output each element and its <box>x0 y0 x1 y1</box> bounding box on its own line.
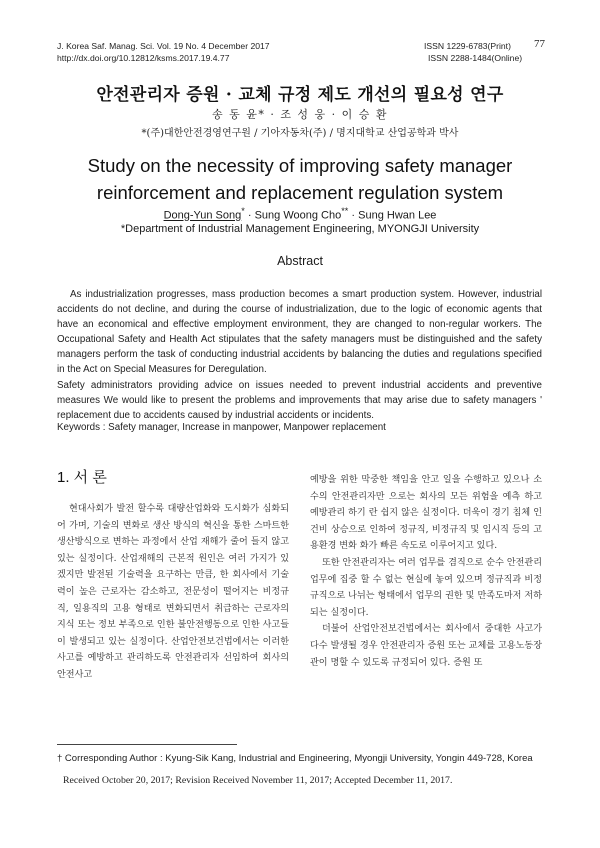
second-author: · Sung Woong Cho <box>244 209 342 222</box>
left-column <box>57 468 289 684</box>
korean-affiliation: *(주)대한안전경영연구원 / 기아자동차(주) / 명지대학교 산업공학과 박사 <box>141 128 459 139</box>
footnote <box>57 752 542 788</box>
issn-block <box>424 38 545 64</box>
right-column <box>310 472 542 671</box>
journal-header <box>57 40 270 64</box>
keywords: Keywords : Safety manager, Increase in manpower, Manpower replacement <box>57 422 386 433</box>
english-title-line-2: reinforcement and replacement regulation system <box>96 182 504 203</box>
corresponding-author: † Corresponding Author : Kyung-Sik Kang, Industrial and Engineering, Myongji University, Yongin 449-728, Korea <box>57 753 533 764</box>
intro-paragraph-1: 현대사회가 발전 할수록 대량산업화와 도시화가 심화되어 가며, 기술의 변화로 생산 방식의 혁신을 통한 스마트한 생산방식으로 변하는 과정에서 산업 재해가 줄어 들지 않고 있는 실정이다. 산업재해의 근본적 원인은 여러 가지가 있겠지만 발전된 기술력을 요구하는 만큼, 한 회사에서 기술력이 높은 근로자는 감소하고, 전문성이 떨어지는 비정규직, 일용직의 고용 형태로 변화되면서 취급하는 근로자의 지식 또는 정보 부족으로 인한 불안전행동으로 인한 사고들이 발생되고 있는 실정이다. 산업안전보건법에서는 이러한 사고를 예방하고 관리하도록 안전관리자 선임하여 회사의 안전사고 <box>57 504 289 680</box>
intro-paragraph-2: 또한 안전관리자는 여러 업무를 겸직으로 순수 안전관리 업무에 집중 할 수 없는 현실에 놓여 있으며 정규직과 비정규직으로 나뉘는 형태에서 업무의 권한 및 만족도마저 저하되는 실정이다. <box>310 557 542 618</box>
footnote-divider <box>57 744 237 745</box>
english-title <box>0 152 600 206</box>
received-dates: Received October 20, 2017; Revision Received November 11, 2017; Accepted December 11, 2017. <box>63 775 453 786</box>
page-number: 77 <box>534 38 545 50</box>
section-heading: 1. 서 론 <box>57 469 107 486</box>
abstract-paragraph-1: As industrialization progresses, mass production becomes a smart production system. However, industrial accidents do not decline, and during the course of industrialization, due to the logic of economic agents that have an economical and effective employment environment, they are changed to non-regular workers. The Occupational Safety and Health Act stipulates that the safety managers must be distinguished and the safety managers perform the task of conducting industrial accidents by balancing the duties and regulations specified in the Act on Special Measures for Deregulation. <box>57 289 542 376</box>
doi-link[interactable]: http://dx.doi.org/10.12812/ksms.2017.19.4.77 <box>57 53 230 63</box>
english-authors <box>0 206 600 222</box>
intro-paragraph-1-continued: 예방을 위한 막중한 책임을 안고 일을 수행하고 있으나 소수의 안전관리자만 으로는 회사의 모든 위험을 예측 하고 예방관리 하기 란 쉽지 않은 실정이다. 더욱이 경기 침체 인건비 상승으로 인하여 정규직, 비정규직 및 임시직 등의 고용환경 변화 화가 빠른 속도로 이루어지고 있다. <box>310 475 542 552</box>
first-author: Dong-Yun Song <box>163 209 242 222</box>
first-author-mark: * <box>241 206 245 216</box>
third-author: · Sung Hwan Lee <box>348 209 437 222</box>
issn-print: ISSN 1229-6783(Print) <box>424 41 511 51</box>
korean-title: 안전관리자 증원 · 교체 규정 제도 개선의 필요성 연구 <box>96 85 504 105</box>
english-affiliation: *Department of Industrial Management Engineering, MYONGJI University <box>120 223 480 235</box>
abstract-heading: Abstract <box>277 254 323 268</box>
english-title-line-1: Study on the necessity of improving safety manager <box>87 155 513 176</box>
intro-paragraph-3: 더불어 산업안전보건법에서는 회사에서 중대한 사고가 다수 발생될 경우 안전관리자 증원 또는 교체를 고용노동장관이 명할 수 있도록 규정되어 있다. 증원 또 <box>310 624 542 668</box>
abstract-paragraph-2: Safety administrators providing advice on issues needed to prevent industrial accidents and preventive measures We would like to present the problems and improvements that may arise due to safety managers ' replacement due to accidents caused by industrial accidents or incidents. <box>57 379 542 421</box>
second-author-mark: ** <box>341 206 349 216</box>
abstract-body <box>57 287 542 423</box>
journal-citation: J. Korea Saf. Manag. Sci. Vol. 19 No. 4 December 2017 <box>57 41 270 51</box>
issn-online: ISSN 2288-1484(Online) <box>428 53 523 63</box>
korean-authors: 송 동 윤* · 조 성 웅 · 이 승 환 <box>211 108 389 121</box>
